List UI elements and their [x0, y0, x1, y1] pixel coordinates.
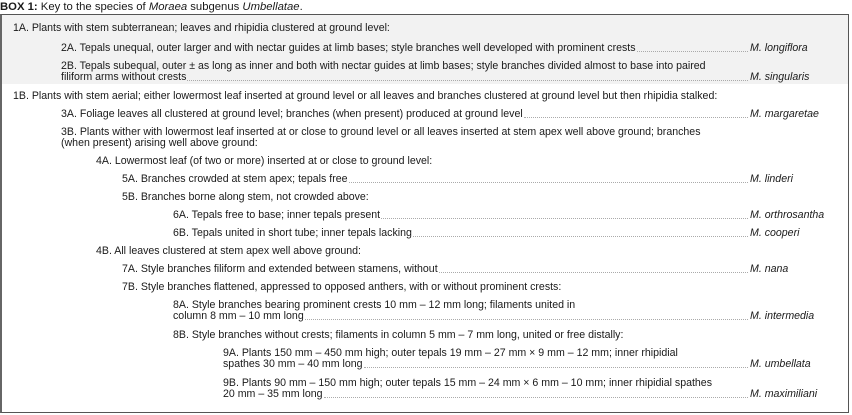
- couplet-text: 20 mm – 35 mm long: [223, 388, 323, 400]
- couplet-6b: [173, 228, 838, 239]
- couplet-8a-line1: 8A. Style branches bearing prominent crests 10 mm – 12 mm long; filaments united in: [173, 299, 576, 311]
- couplet-text: 3A. Foliage leaves all clustered at ground level; branches (when present) produced at ground level: [61, 108, 523, 120]
- couplet-8b: 8B. Style branches without crests; filaments in column 5 mm – 7 mm long, united or free distally:: [173, 329, 624, 341]
- leader-dots: [413, 236, 748, 237]
- species-name: M. intermedia: [750, 310, 815, 322]
- couplet-8a: [173, 311, 838, 322]
- couplet-2a: [61, 43, 838, 54]
- title-text: subgenus: [187, 1, 243, 13]
- couplet-4a: 4A. Lowermost leaf (of two or more) inserted at or close to ground level:: [96, 155, 433, 167]
- couplet-9b-line1: 9B. Plants 90 mm – 150 mm high; outer tepals 15 mm – 24 mm × 6 mm – 10 mm; inner rhipidial spathes: [223, 377, 712, 389]
- couplet-text: 5A. Branches crowded at stem apex; tepals free: [122, 173, 348, 185]
- couplet-9a-line1: 9A. Plants 150 mm – 450 mm high; outer tepals 19 mm – 27 mm × 9 mm – 12 mm; inner rhipidial: [223, 347, 678, 359]
- couplet-5a: [122, 174, 838, 185]
- species-name: M. longiflora: [750, 42, 808, 54]
- leader-dots: [439, 272, 748, 273]
- species-name: M. singularis: [750, 71, 810, 83]
- box-title: [0, 1, 303, 14]
- title-genus: Moraea: [148, 1, 188, 13]
- leader-dots: [324, 397, 748, 398]
- couplet-2b: [61, 72, 838, 83]
- couplet-text: spathes 30 mm – 40 mm long: [223, 358, 363, 370]
- couplet-9b: [223, 389, 838, 400]
- couplet-5b: 5B. Branches borne along stem, not crowded above:: [122, 191, 369, 203]
- couplet-text: 6B. Tepals united in short tube; inner tepals lacking: [173, 227, 412, 239]
- title-text: Key to the species of: [37, 1, 149, 13]
- leader-dots: [187, 80, 748, 81]
- couplet-9a: [223, 359, 838, 370]
- leader-dots: [381, 218, 748, 219]
- couplet-2b-line1: 2B. Tepals subequal, outer ± as long as inner and both with nectar guides at limb bases; style branches divided almost to base into paired: [61, 60, 706, 72]
- couplet-6a: [173, 210, 838, 221]
- leader-dots: [364, 367, 748, 368]
- box-label: BOX 1:: [0, 1, 38, 13]
- couplet-4b: 4B. All leaves clustered at stem apex well above ground:: [96, 245, 361, 257]
- couplet-3b-line1: 3B. Plants wither with lowermost leaf inserted at or close to ground level or all leaves inserted at stem apex well above ground; branches: [61, 126, 701, 138]
- couplet-text: 6A. Tepals free to base; inner tepals present: [173, 209, 381, 221]
- couplet-7a: [122, 264, 838, 275]
- species-name: M. margaretae: [750, 108, 819, 120]
- leader-dots: [524, 117, 748, 118]
- title-subgenus: Umbellatae: [242, 1, 300, 13]
- key-box: [0, 14, 849, 413]
- species-name: M. cooperi: [750, 227, 800, 239]
- couplet-text: filiform arms without crests: [61, 71, 187, 83]
- couplet-text: 2A. Tepals unequal, outer larger and with nectar guides at limb bases; style branches well developed with prominent crests: [61, 42, 636, 54]
- leader-dots: [637, 51, 748, 52]
- leader-dots: [349, 182, 748, 183]
- species-name: M. nana: [750, 263, 789, 275]
- title-text: .: [299, 1, 303, 13]
- species-name: M. linderi: [750, 173, 793, 185]
- couplet-1b: 1B. Plants with stem aerial; either lowermost leaf inserted at ground level or all leaves and branches clustered at ground level but then rhipidia stalked:: [13, 90, 718, 102]
- couplet-text: 7A. Style branches filiform and extended between stamens, without: [122, 263, 438, 275]
- couplet-3b-line2: (when present) arising well above ground:: [61, 137, 258, 149]
- species-name: M. maximiliani: [750, 388, 818, 400]
- couplet-1a: 1A. Plants with stem subterranean; leaves and rhipidia clustered at ground level:: [13, 22, 390, 34]
- leader-dots: [305, 319, 748, 320]
- species-name: M. umbellata: [750, 358, 811, 370]
- couplet-3a: [61, 109, 838, 120]
- couplet-7b: 7B. Style branches flattened, appressed to opposed anthers, with or without prominent crests:: [122, 281, 562, 293]
- species-name: M. orthrosantha: [750, 209, 825, 221]
- couplet-text: column 8 mm – 10 mm long: [173, 310, 304, 322]
